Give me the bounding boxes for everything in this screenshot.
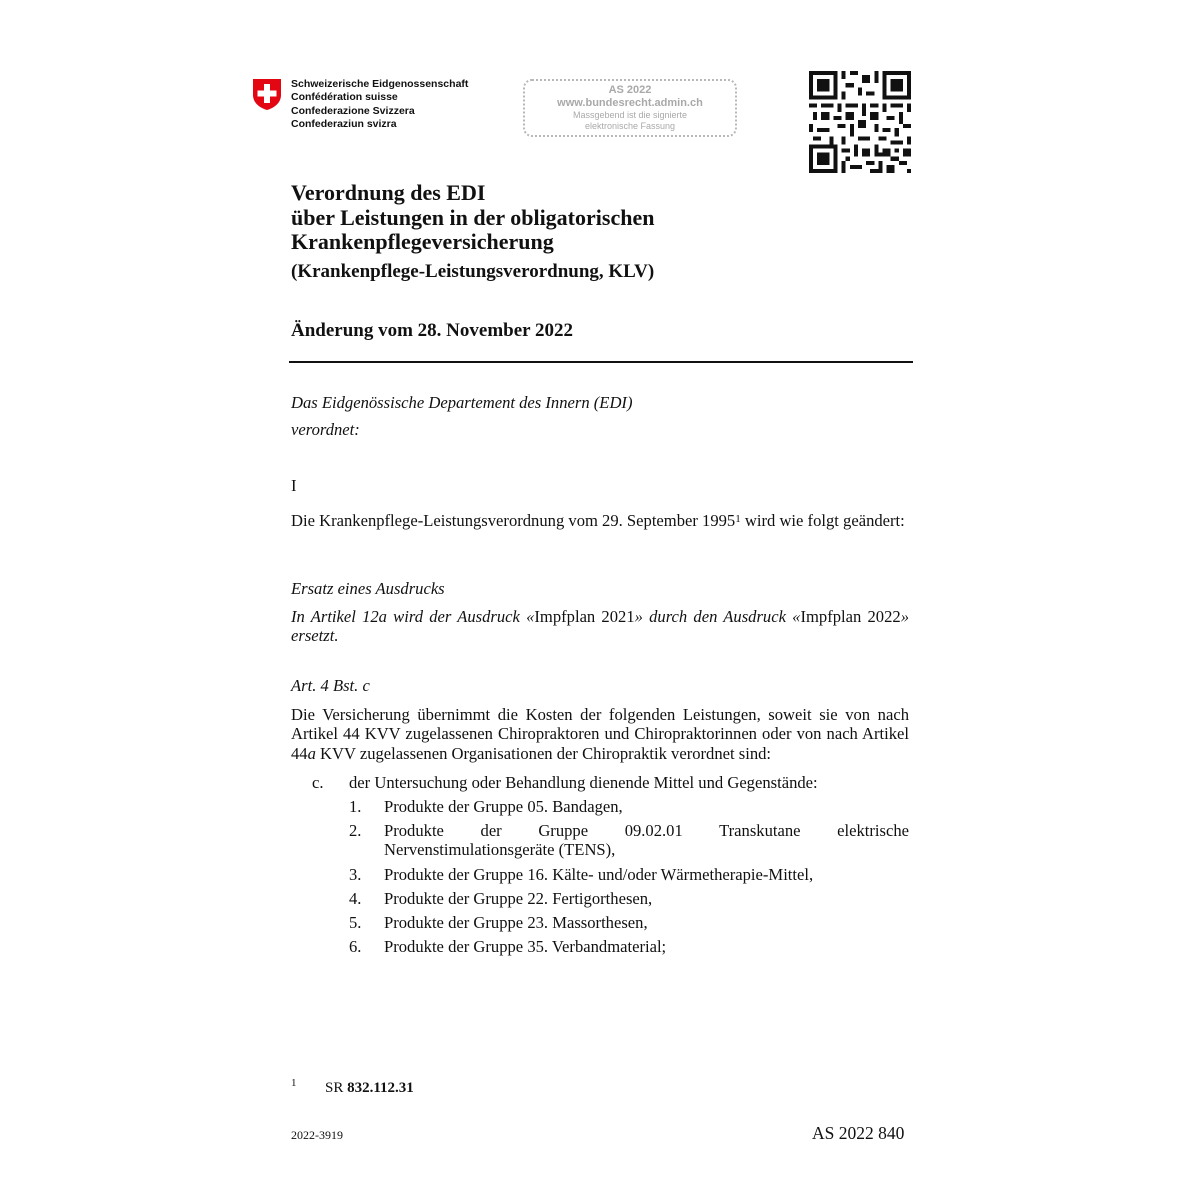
swiss-cross-shield-icon xyxy=(252,78,282,111)
intro-text-b: wird wie folgt geändert: xyxy=(740,511,905,530)
ersatz-heading: Ersatz eines Ausdrucks xyxy=(291,579,445,598)
article-paragraph xyxy=(291,705,909,763)
list-item-text: Produkte der Gruppe 23. Massorthesen, xyxy=(384,913,648,932)
title-divider xyxy=(289,361,913,363)
list-item-number: 3. xyxy=(349,865,362,884)
ersatz-text-2: » durch den Ausdruck « xyxy=(634,607,801,626)
section-number: I xyxy=(291,476,297,495)
confederation-de: Schweizerische Eidgenossenschaft xyxy=(291,78,469,90)
list-item-text: Produkte der Gruppe 09.02.01 Transkutane elektrische Nervenstimulationsgeräte (TENS), xyxy=(384,821,909,860)
article-heading: Art. 4 Bst. c xyxy=(291,676,370,695)
list-item-c-text: der Untersuchung oder Behandlung dienende Mittel und Gegenstände: xyxy=(349,773,818,792)
article-text-b: KVV zugelassenen Organisationen der Chiropraktik verordnet sind: xyxy=(315,743,772,763)
confederation-fr: Confédération suisse xyxy=(291,91,398,104)
title-line-2: über Leistungen in der obligatorischen xyxy=(291,204,655,230)
ersatz-value-old: Impfplan 2021 xyxy=(534,607,635,626)
stamp-line-4: elektronische Fassung xyxy=(584,121,676,131)
confederation-it: Confederazione Svizzera xyxy=(291,104,415,117)
decrees-text: verordnet: xyxy=(291,420,360,439)
article-text-a: Die Versicherung übernimmt die Kosten der folgenden Leistungen, soweit sie von nach Artikel 44 KVV zugelassenen Chiropraktoren und Chiropraktorinnen oder von nach Artikel 44 xyxy=(291,705,909,763)
stamp-line-2: www.bundesrecht.admin.ch xyxy=(557,97,703,109)
official-collection-reference: AS 2022 840 xyxy=(812,1123,905,1143)
amendment-date: Änderung vom 28. November 2022 xyxy=(291,320,574,341)
footnote-number: 1 xyxy=(291,1077,297,1089)
list-item-number: 6. xyxy=(349,937,362,956)
list-item-number: 4. xyxy=(349,889,362,908)
qr-code-icon xyxy=(809,71,911,173)
title-line-3: Krankenpflegeversicherung xyxy=(291,229,554,254)
issuing-authority: Das Eidgenössische Departement des Innern (EDI) xyxy=(291,393,633,412)
list-item-text: Produkte der Gruppe 16. Kälte- und/oder Wärmetherapie-Mittel, xyxy=(384,865,814,884)
footnote-ref: 1 xyxy=(735,513,741,525)
ersatz-text-3: » ersetzt. xyxy=(291,607,909,646)
ersatz-value-new: Impfplan 2022 xyxy=(800,607,901,626)
footnote-prefix: SR xyxy=(325,1080,348,1096)
list-item-text: Produkte der Gruppe 22. Fertigorthesen, xyxy=(384,889,653,908)
stamp-line-3: Massgebend ist die signierte xyxy=(572,110,688,120)
list-item-number: 2. xyxy=(349,821,362,840)
title-line-1: Verordnung des EDI xyxy=(291,180,486,205)
list-item-number: 1. xyxy=(349,797,362,816)
confederation-names xyxy=(291,78,468,132)
ersatz-text-1: In Artikel 12a wird der Ausdruck « xyxy=(291,607,535,626)
publication-stamp xyxy=(523,79,737,137)
list-item-number: 5. xyxy=(349,913,362,932)
footnote-text xyxy=(325,1080,414,1097)
article-text-italic: a xyxy=(307,743,316,763)
confederation-rm: Confederaziun svizra xyxy=(291,118,397,131)
list-item-text: Produkte der Gruppe 05. Bandagen, xyxy=(384,797,623,816)
list-letter-c: c. xyxy=(312,773,324,792)
list-item-text: Produkte der Gruppe 35. Verbandmaterial; xyxy=(384,937,667,956)
document-title xyxy=(291,181,931,255)
footnote-reference: 832.112.31 xyxy=(347,1080,414,1096)
intro-paragraph xyxy=(291,511,909,530)
intro-text-a: Die Krankenpflege-Leistungsverordnung vom 29. September 1995 xyxy=(291,511,736,530)
document-number: 2022-3919 xyxy=(291,1128,343,1142)
stamp-line-1: AS 2022 xyxy=(608,84,652,96)
document-subtitle: (Krankenpflege-Leistungsverordnung, KLV) xyxy=(291,261,655,282)
ersatz-paragraph xyxy=(291,607,909,646)
